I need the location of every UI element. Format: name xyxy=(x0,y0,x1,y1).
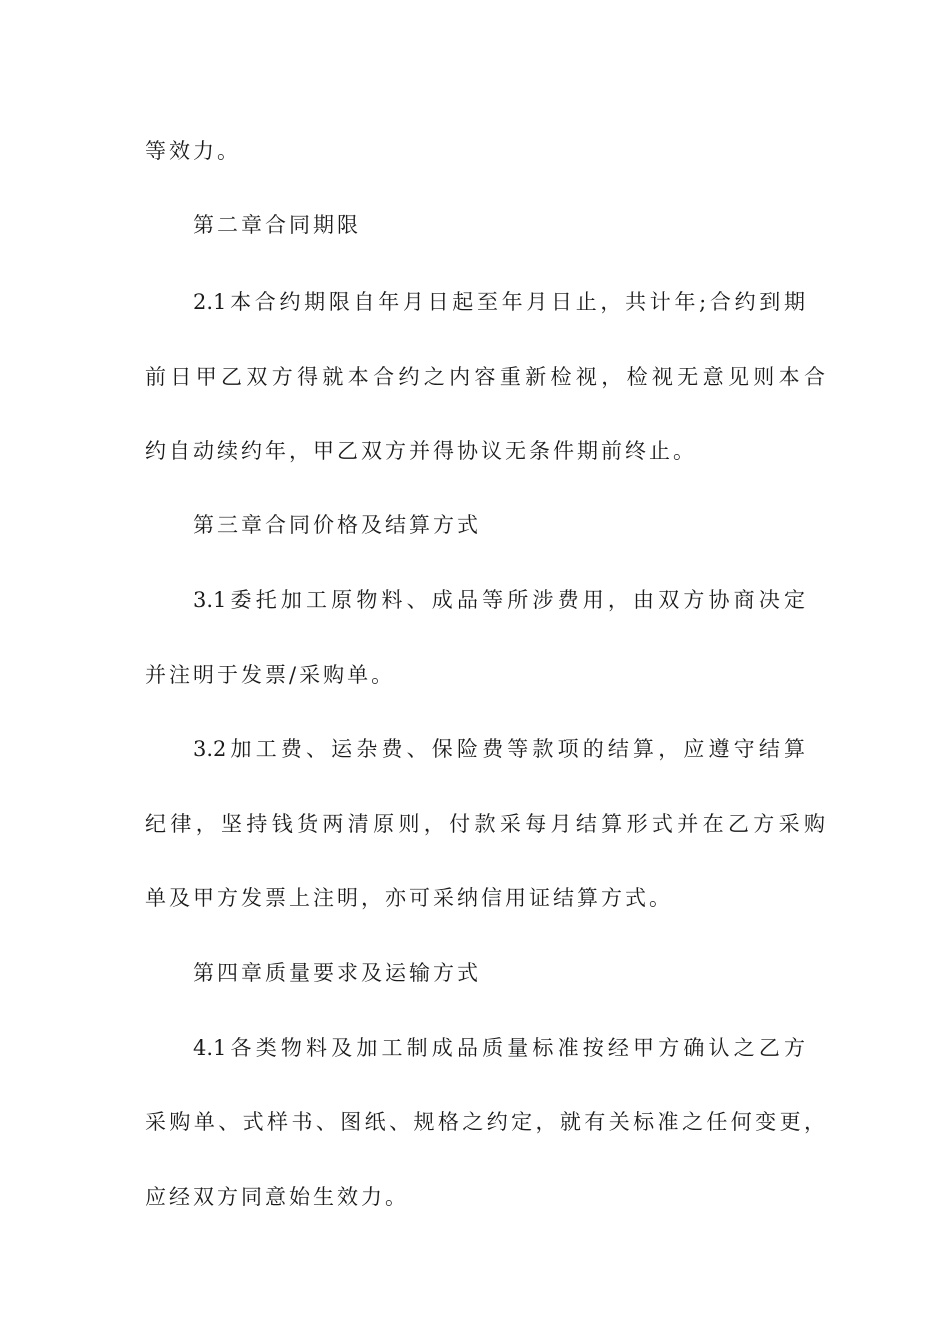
chapter-3-heading: 第三章合同价格及结算方式 xyxy=(193,513,481,537)
chapter-4-heading: 第四章质量要求及运输方式 xyxy=(193,961,481,985)
text-line-11: 单及甲方发票上注明，亦可采纳信用证结算方式。 xyxy=(145,886,673,910)
text-line-14: 采购单、式样书、图纸、规格之约定，就有关标准之任何变更， xyxy=(145,1110,825,1134)
text-line-13: 4.1各类物料及加工制成品质量标准按经甲方确认之乙方 xyxy=(193,1036,805,1060)
text-line-5: 约自动续约年，甲乙双方并得协议无条件期前终止。 xyxy=(145,439,697,463)
text-line-1: 等效力。 xyxy=(145,139,241,163)
chapter-2-heading: 第二章合同期限 xyxy=(193,213,361,237)
text-line-4: 前日甲乙双方得就本合约之内容重新检视，检视无意见则本合 xyxy=(145,365,825,389)
text-line-10: 纪律，坚持钱货两清原则，付款采每月结算形式并在乙方采购 xyxy=(145,812,825,836)
text-line-3: 2.1本合约期限自年月日起至年月日止，共计年;合约到期 xyxy=(193,290,805,314)
text-line-9: 3.2加工费、运杂费、保险费等款项的结算，应遵守结算 xyxy=(193,737,805,761)
text-line-7: 3.1委托加工原物料、成品等所涉费用，由双方协商决定 xyxy=(193,588,805,612)
text-line-8: 并注明于发票/采购单。 xyxy=(145,663,396,687)
text-line-15: 应经双方同意始生效力。 xyxy=(145,1185,409,1209)
